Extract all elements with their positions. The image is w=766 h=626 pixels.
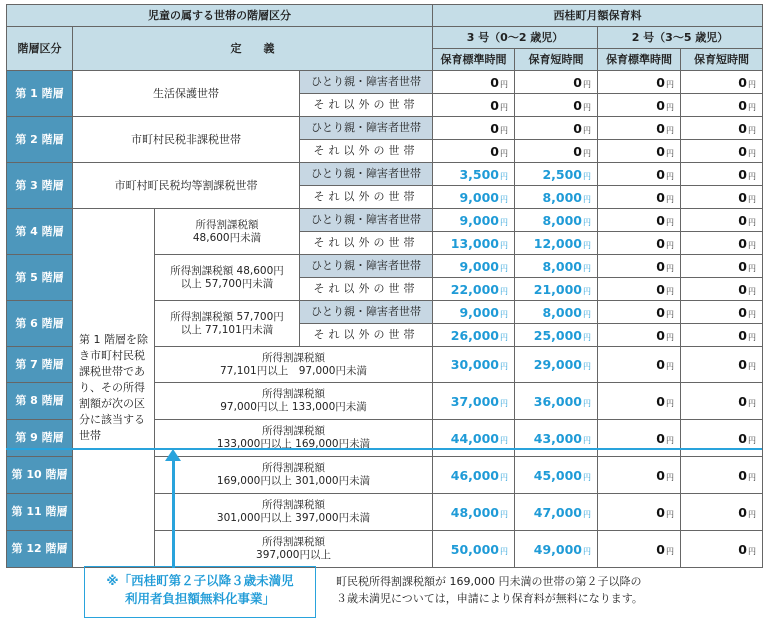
age-group-3-header: 3 号（0～2 歳児） — [433, 27, 598, 49]
tier-definition: 市町村民税非課税世帯 — [73, 117, 300, 163]
free-program-threshold-line — [6, 448, 762, 450]
fee-cell: 0円 — [598, 255, 681, 278]
fee-cell: 0円 — [681, 140, 763, 163]
fee-cell: 0円 — [598, 186, 681, 209]
fee-cell: 0円 — [681, 117, 763, 140]
fee-cell: 0円 — [598, 494, 681, 531]
fee-cell: 0円 — [598, 531, 681, 568]
short-time-header: 保育短時間 — [515, 49, 598, 71]
fee-cell: 0円 — [681, 163, 763, 186]
fee-cell: 0円 — [515, 117, 598, 140]
short-time-header: 保育短時間 — [681, 49, 763, 71]
fee-cell: 0円 — [681, 255, 763, 278]
fee-cell: 48,000円 — [433, 494, 515, 531]
fee-cell: 47,000円 — [515, 494, 598, 531]
shared-definition: 第 1 階層を除き市町村民税課税世帯であり、その所得割額が次の区分に該当する世帯 — [73, 209, 155, 568]
fee-cell: 0円 — [433, 140, 515, 163]
fee-cell: 12,000円 — [515, 232, 598, 255]
standard-time-header: 保育標準時間 — [433, 49, 515, 71]
tier-definition: 生活保護世帯 — [73, 71, 300, 117]
fee-group-header: 西桂町月額保育料 — [433, 5, 763, 27]
household-single: ひとり親・障害者世帯 — [300, 117, 433, 140]
household-other: それ以外の世帯 — [300, 186, 433, 209]
fee-cell: 0円 — [681, 420, 763, 457]
tier-label: 第 1 階層 — [7, 71, 73, 117]
fee-cell: 3,500円 — [433, 163, 515, 186]
note-connector-line — [172, 458, 175, 568]
fee-cell: 0円 — [681, 383, 763, 420]
fee-cell: 0円 — [681, 186, 763, 209]
fee-cell: 21,000円 — [515, 278, 598, 301]
fee-cell: 50,000円 — [433, 531, 515, 568]
tier-group-header: 児童の属する世帯の階層区分 — [7, 5, 433, 27]
tier-label: 第 11 階層 — [7, 494, 73, 531]
household-other: それ以外の世帯 — [300, 140, 433, 163]
fee-cell: 0円 — [598, 209, 681, 232]
household-other: それ以外の世帯 — [300, 278, 433, 301]
fee-cell: 0円 — [598, 383, 681, 420]
fee-cell: 0円 — [515, 71, 598, 94]
fee-cell: 0円 — [598, 278, 681, 301]
income-range: 所得割課税額 77,101円以上 97,000円未満 — [155, 347, 433, 383]
fee-cell: 0円 — [598, 71, 681, 94]
fee-cell: 25,000円 — [515, 324, 598, 347]
household-single: ひとり親・障害者世帯 — [300, 301, 433, 324]
fee-cell: 29,000円 — [515, 347, 598, 383]
fee-cell: 0円 — [598, 163, 681, 186]
fee-cell: 0円 — [598, 347, 681, 383]
tier-label: 第 8 階層 — [7, 383, 73, 420]
fee-cell: 0円 — [433, 71, 515, 94]
fee-cell: 0円 — [598, 140, 681, 163]
tier-label: 第 6 階層 — [7, 301, 73, 347]
free-program-note-box: ※「西桂町第２子以降３歳未満児 利用者負担額無料化事業」 — [84, 566, 316, 618]
fee-cell: 22,000円 — [433, 278, 515, 301]
income-range: 所得割課税額 133,000円以上 169,000円未満 — [155, 420, 433, 457]
fee-cell: 0円 — [681, 347, 763, 383]
income-range: 所得割課税額 48,600円 以上 57,700円未満 — [155, 255, 300, 301]
fee-cell: 0円 — [433, 94, 515, 117]
fee-cell: 9,000円 — [433, 209, 515, 232]
fee-cell: 0円 — [515, 140, 598, 163]
fee-cell: 44,000円 — [433, 420, 515, 457]
fee-cell: 49,000円 — [515, 531, 598, 568]
fee-cell: 0円 — [598, 457, 681, 494]
fee-cell: 0円 — [681, 324, 763, 347]
tier-label: 第 9 階層 — [7, 420, 73, 457]
household-single: ひとり親・障害者世帯 — [300, 163, 433, 186]
fee-table — [6, 4, 763, 568]
fee-cell: 0円 — [515, 94, 598, 117]
fee-cell: 0円 — [598, 232, 681, 255]
fee-cell: 8,000円 — [515, 186, 598, 209]
fee-cell: 0円 — [598, 420, 681, 457]
fee-cell: 8,000円 — [515, 255, 598, 278]
fee-cell: 0円 — [681, 531, 763, 568]
tier-definition: 市町村町民税均等割課税世帯 — [73, 163, 300, 209]
income-range: 所得割課税額 48,600円未満 — [155, 209, 300, 255]
fee-cell: 8,000円 — [515, 301, 598, 324]
free-program-note-text: 町民税所得割課税額が 169,000 円未満の世帯の第２子以降の ３歳未満児については，申請により保育料が無料になります。 — [336, 575, 643, 606]
fee-cell: 45,000円 — [515, 457, 598, 494]
fee-cell: 0円 — [681, 209, 763, 232]
household-other: それ以外の世帯 — [300, 324, 433, 347]
fee-cell: 9,000円 — [433, 255, 515, 278]
household-single: ひとり親・障害者世帯 — [300, 255, 433, 278]
fee-cell: 0円 — [681, 301, 763, 324]
fee-cell: 0円 — [681, 71, 763, 94]
standard-time-header: 保育標準時間 — [598, 49, 681, 71]
fee-cell: 0円 — [681, 94, 763, 117]
tier-label: 第 3 階層 — [7, 163, 73, 209]
income-range: 所得割課税額 397,000円以上 — [155, 531, 433, 568]
age-group-2-header: 2 号（3～5 歳児） — [598, 27, 763, 49]
fee-cell: 30,000円 — [433, 347, 515, 383]
fee-cell: 9,000円 — [433, 301, 515, 324]
household-single: ひとり親・障害者世帯 — [300, 209, 433, 232]
income-range: 所得割課税額 169,000円以上 301,000円未満 — [155, 457, 433, 494]
fee-cell: 0円 — [598, 324, 681, 347]
fee-cell: 0円 — [681, 278, 763, 301]
fee-cell: 13,000円 — [433, 232, 515, 255]
household-single: ひとり親・障害者世帯 — [300, 71, 433, 94]
tier-column-header: 階層区分 — [7, 27, 73, 71]
income-range: 所得割課税額 97,000円以上 133,000円未満 — [155, 383, 433, 420]
fee-cell: 0円 — [598, 94, 681, 117]
up-arrow-icon — [165, 449, 181, 461]
household-other: それ以外の世帯 — [300, 232, 433, 255]
tier-label: 第 7 階層 — [7, 347, 73, 383]
fee-cell: 2,500円 — [515, 163, 598, 186]
fee-cell: 37,000円 — [433, 383, 515, 420]
tier-label: 第 2 階層 — [7, 117, 73, 163]
tier-label: 第 12 階層 — [7, 531, 73, 568]
fee-cell: 8,000円 — [515, 209, 598, 232]
income-range: 所得割課税額 301,000円以上 397,000円未満 — [155, 494, 433, 531]
fee-cell: 0円 — [681, 232, 763, 255]
fee-cell: 0円 — [681, 494, 763, 531]
tier-label: 第 5 階層 — [7, 255, 73, 301]
tier-label: 第 10 階層 — [7, 457, 73, 494]
fee-cell: 0円 — [598, 301, 681, 324]
fee-cell: 46,000円 — [433, 457, 515, 494]
fee-cell: 9,000円 — [433, 186, 515, 209]
fee-cell: 36,000円 — [515, 383, 598, 420]
note-mark: ※ — [106, 573, 119, 588]
fee-cell: 0円 — [598, 117, 681, 140]
fee-cell: 26,000円 — [433, 324, 515, 347]
fee-cell: 43,000円 — [515, 420, 598, 457]
income-range: 所得割課税額 57,700円 以上 77,101円未満 — [155, 301, 300, 347]
definition-column-header: 定 義 — [73, 27, 433, 71]
fee-cell: 0円 — [681, 457, 763, 494]
fee-cell: 0円 — [433, 117, 515, 140]
household-other: それ以外の世帯 — [300, 94, 433, 117]
tier-label: 第 4 階層 — [7, 209, 73, 255]
